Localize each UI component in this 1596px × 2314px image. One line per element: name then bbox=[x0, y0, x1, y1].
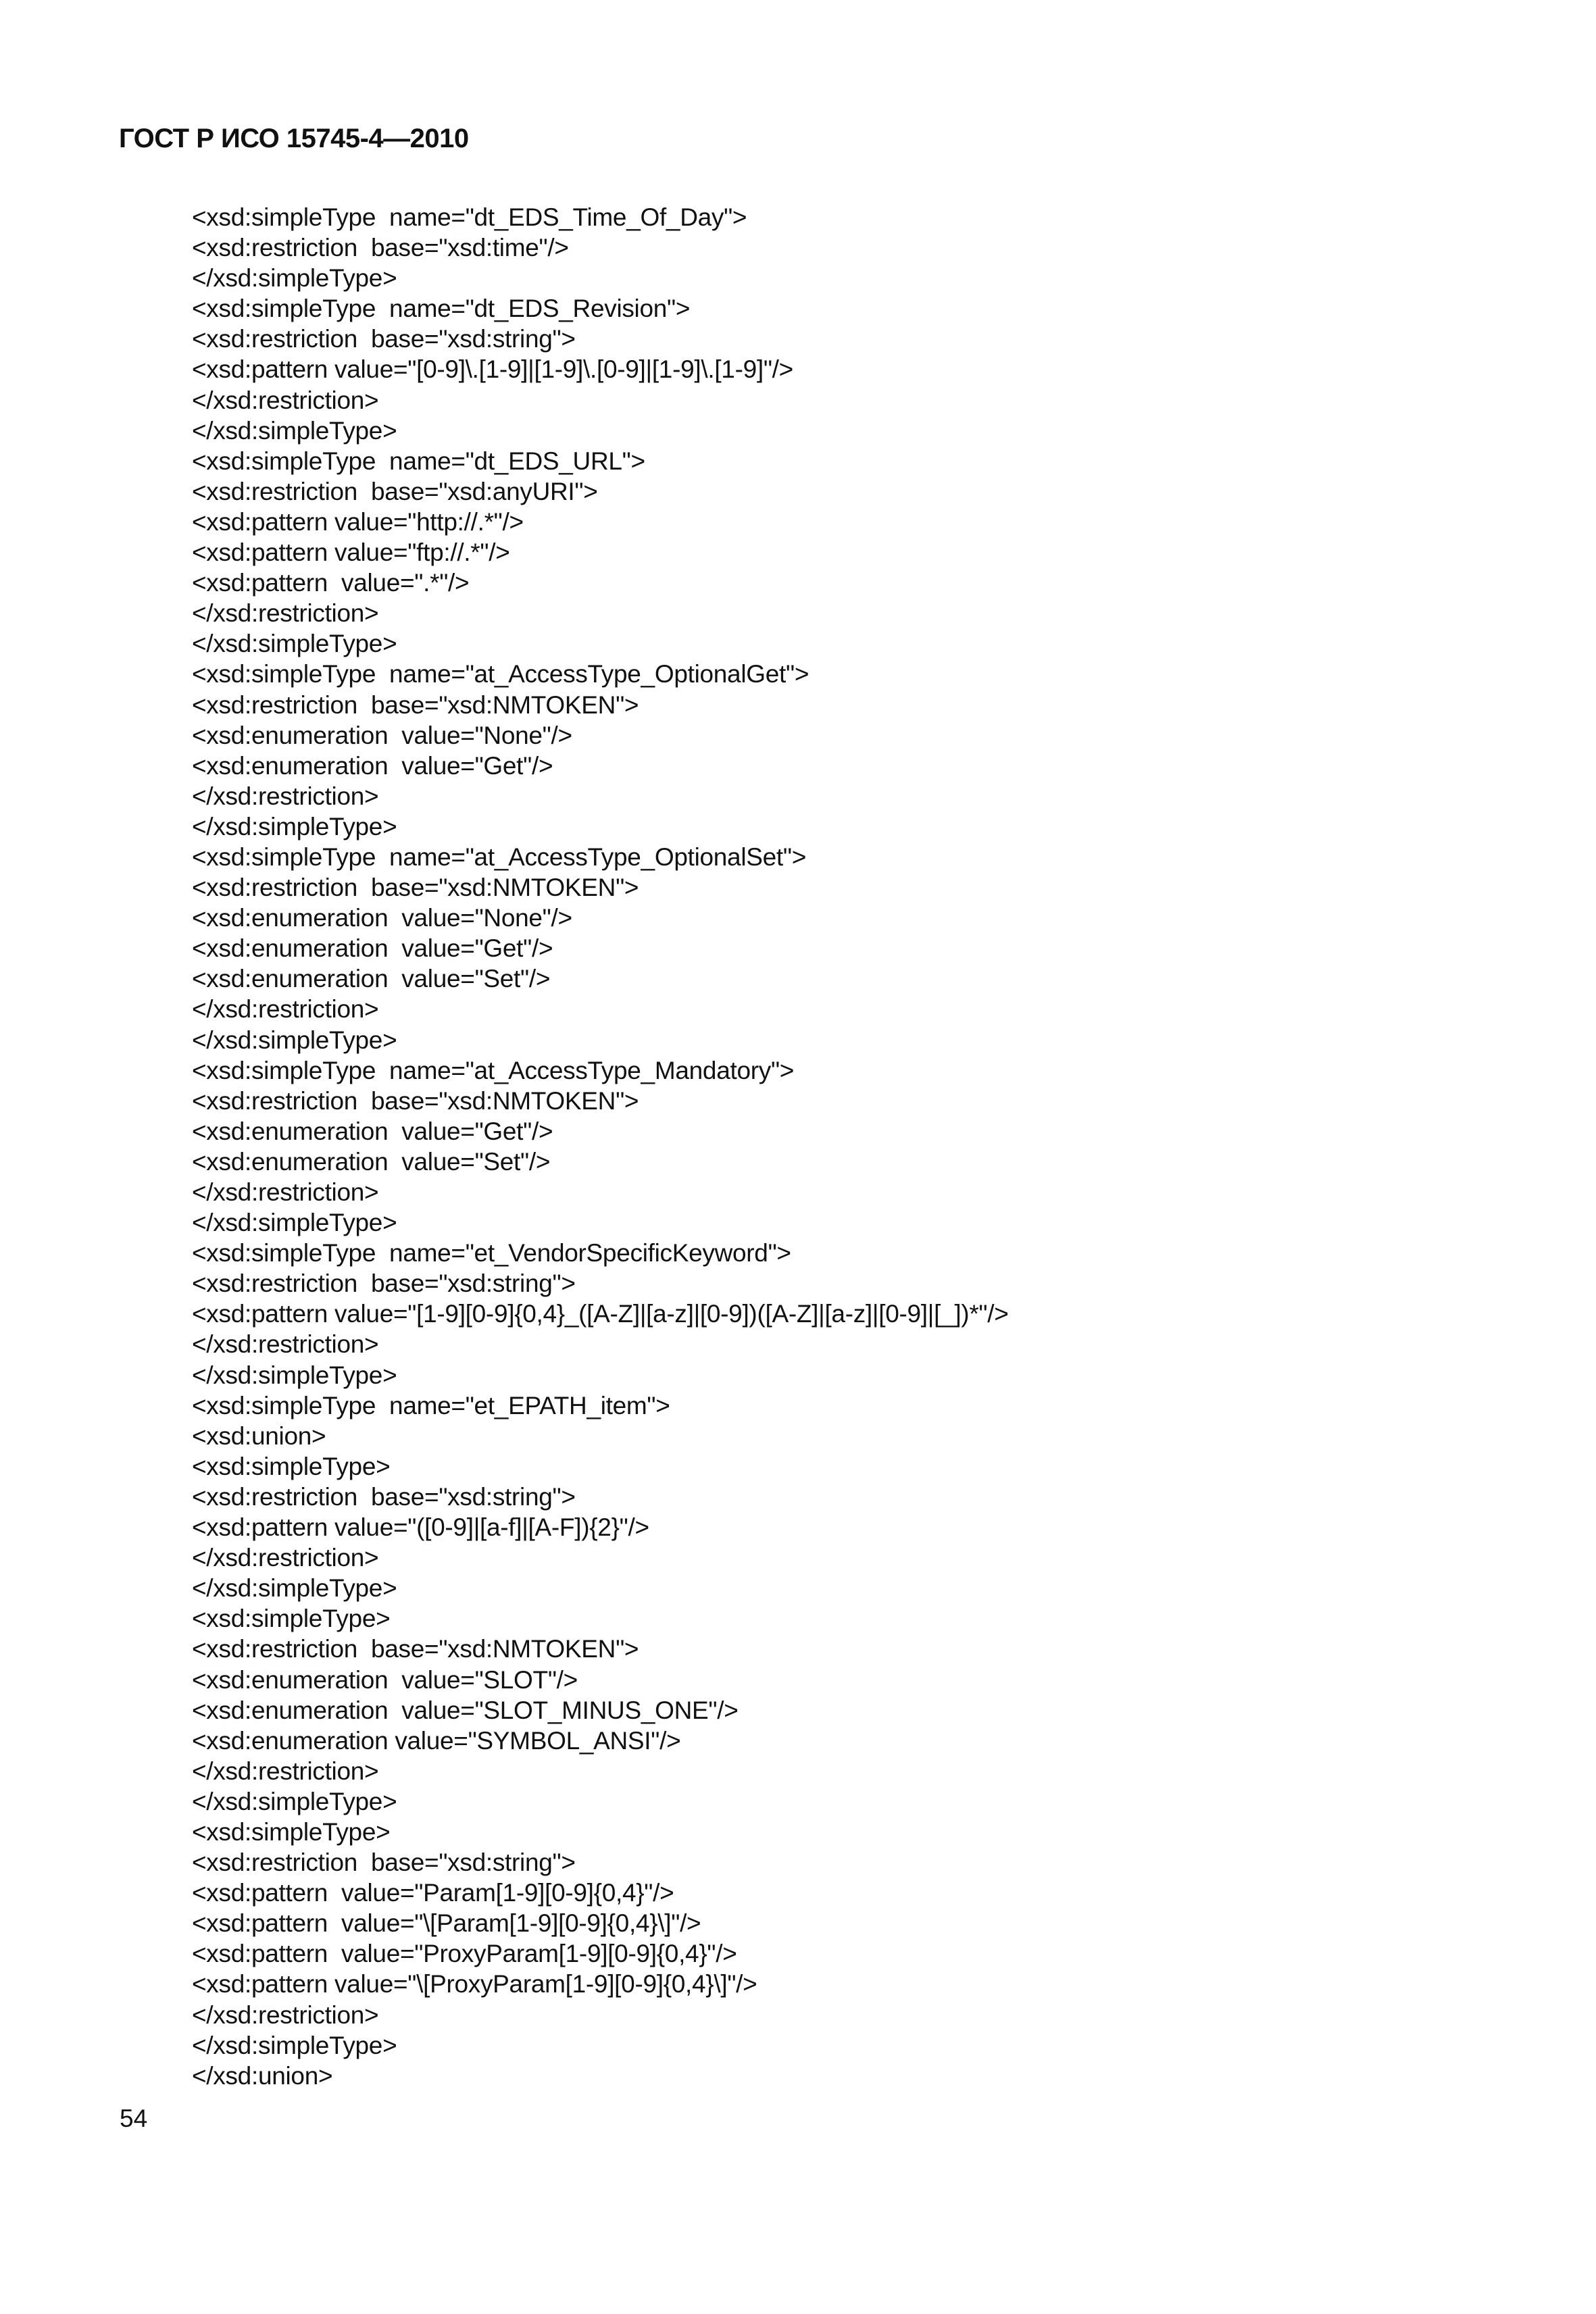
code-line: <xsd:simpleType name="dt_EDS_Revision"> bbox=[192, 295, 691, 323]
code-line: <xsd:pattern value="([0-9]|[a-f]|[A-F]){2}"/> bbox=[192, 1513, 649, 1542]
code-line: </xsd:simpleType> bbox=[192, 1574, 397, 1603]
code-line: <xsd:restriction base="xsd:string"> bbox=[192, 1482, 576, 1511]
code-line: </xsd:simpleType> bbox=[192, 1026, 397, 1054]
code-line: <xsd:restriction base="xsd:string"> bbox=[192, 325, 576, 353]
code-line: <xsd:simpleType> bbox=[192, 1605, 391, 1633]
code-line: </xsd:restriction> bbox=[192, 1544, 379, 1572]
code-line: </xsd:restriction> bbox=[192, 782, 379, 810]
code-line: <xsd:enumeration value="Get"/> bbox=[192, 751, 553, 780]
code-line: <xsd:simpleType name="at_AccessType_OptionalSet"> bbox=[192, 842, 807, 871]
page-number: 54 bbox=[120, 2105, 148, 2132]
code-line: <xsd:restriction base="xsd:NMTOKEN"> bbox=[192, 1086, 639, 1115]
code-line: </xsd:simpleType> bbox=[192, 812, 397, 840]
code-line: <xsd:enumeration value="Get"/> bbox=[192, 1117, 553, 1145]
code-line: </xsd:restriction> bbox=[192, 599, 379, 628]
code-line: <xsd:pattern value="Param[1-9][0-9]{0,4}"/> bbox=[192, 1879, 674, 1907]
code-line: <xsd:pattern value="[0-9]\.[1-9]|[1-9]\.[0-9]|[1-9]\.[1-9]"/> bbox=[192, 355, 793, 384]
code-line: <xsd:restriction base="xsd:time"/> bbox=[192, 234, 569, 262]
code-line: <xsd:restriction base="xsd:NMTOKEN"> bbox=[192, 874, 639, 902]
code-line: <xsd:enumeration value="SLOT"/> bbox=[192, 1665, 578, 1694]
code-line: <xsd:restriction base="xsd:string"> bbox=[192, 1848, 576, 1877]
code-line: <xsd:enumeration value="SYMBOL_ANSI"/> bbox=[192, 1726, 681, 1755]
code-line: <xsd:enumeration value="Set"/> bbox=[192, 965, 551, 993]
code-line: <xsd:enumeration value="SLOT_MINUS_ONE"/> bbox=[192, 1696, 739, 1724]
code-line: <xsd:enumeration value="Set"/> bbox=[192, 1147, 551, 1176]
code-line: <xsd:simpleType name="at_AccessType_Mandatory"> bbox=[192, 1056, 795, 1084]
code-line: </xsd:union> bbox=[192, 2061, 333, 2090]
code-line: </xsd:restriction> bbox=[192, 1178, 379, 1206]
code-line: <xsd:simpleType name="et_EPATH_item"> bbox=[192, 1391, 670, 1419]
code-line: <xsd:pattern value="http://.*"/> bbox=[192, 507, 524, 536]
code-line: <xsd:simpleType name="et_VendorSpecificKeyword"> bbox=[192, 1239, 791, 1267]
code-line: <xsd:simpleType name="dt_EDS_URL"> bbox=[192, 447, 645, 475]
code-line: <xsd:pattern value="ftp://.*"/> bbox=[192, 538, 510, 567]
code-line: <xsd:restriction base="xsd:anyURI"> bbox=[192, 477, 598, 505]
code-line: <xsd:restriction base="xsd:NMTOKEN"> bbox=[192, 1635, 639, 1663]
page-title: ГОСТ Р ИСО 15745-4—2010 bbox=[119, 124, 469, 153]
code-line: </xsd:simpleType> bbox=[192, 416, 397, 445]
code-line: </xsd:restriction> bbox=[192, 1330, 379, 1359]
code-line: <xsd:pattern value="\[Param[1-9][0-9]{0,4}\]"/> bbox=[192, 1909, 701, 1938]
code-line: <xsd:enumeration value="None"/> bbox=[192, 721, 572, 749]
code-line: <xsd:pattern value="ProxyParam[1-9][0-9]{0,4}"/> bbox=[192, 1940, 737, 1968]
code-line: <xsd:simpleType> bbox=[192, 1452, 391, 1480]
code-line: <xsd:simpleType name="dt_EDS_Time_Of_Day"> bbox=[192, 203, 747, 231]
code-line: <xsd:pattern value=".*"/> bbox=[192, 569, 470, 597]
code-line: </xsd:simpleType> bbox=[192, 2031, 397, 2059]
code-line: <xsd:pattern value="\[ProxyParam[1-9][0-9]{0,4}\]"/> bbox=[192, 1970, 757, 1998]
code-line: <xsd:union> bbox=[192, 1422, 326, 1450]
xml-schema-code-block bbox=[192, 202, 1009, 2091]
code-line: </xsd:simpleType> bbox=[192, 630, 397, 658]
code-line: </xsd:restriction> bbox=[192, 1757, 379, 1785]
code-line: </xsd:simpleType> bbox=[192, 1361, 397, 1389]
code-line: <xsd:simpleType name="at_AccessType_OptionalGet"> bbox=[192, 660, 809, 688]
code-line: </xsd:restriction> bbox=[192, 2001, 379, 2029]
code-line: <xsd:restriction base="xsd:NMTOKEN"> bbox=[192, 690, 639, 719]
code-line: </xsd:simpleType> bbox=[192, 1787, 397, 1815]
code-line: </xsd:restriction> bbox=[192, 386, 379, 414]
code-line: <xsd:pattern value="[1-9][0-9]{0,4}_([A-Z]|[a-z]|[0-9])([A-Z]|[a-z]|[0-9]|[_])*"/> bbox=[192, 1300, 1009, 1328]
code-line: </xsd:simpleType> bbox=[192, 1209, 397, 1237]
code-line: </xsd:simpleType> bbox=[192, 264, 397, 293]
code-line: </xsd:restriction> bbox=[192, 995, 379, 1024]
code-line: <xsd:simpleType> bbox=[192, 1817, 391, 1846]
code-line: <xsd:restriction base="xsd:string"> bbox=[192, 1269, 576, 1298]
code-line: <xsd:enumeration value="None"/> bbox=[192, 904, 572, 932]
code-line: <xsd:enumeration value="Get"/> bbox=[192, 934, 553, 963]
